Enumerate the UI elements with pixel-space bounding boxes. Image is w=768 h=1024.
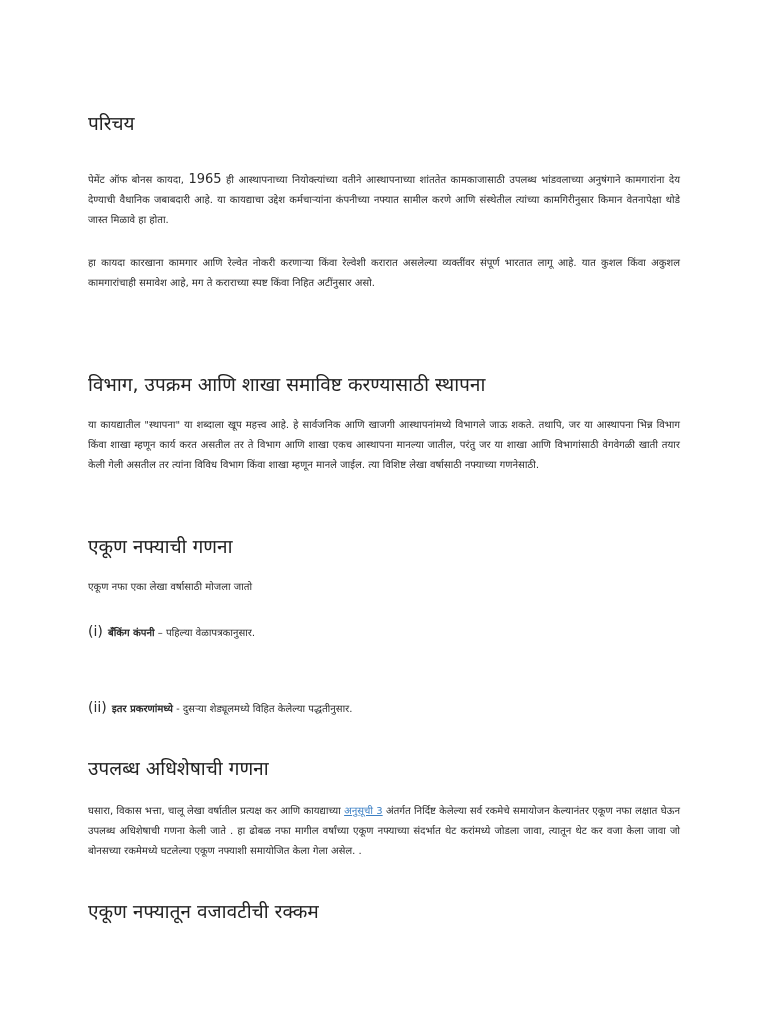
list-item-text: – पहिल्या वेळापत्रकानुसार. bbox=[154, 628, 256, 639]
surplus-paragraph bbox=[88, 802, 680, 862]
list-item-term: बँकिंग कंपनी bbox=[108, 628, 155, 639]
list-item-term: इतर प्रकरणांमध्ये bbox=[111, 704, 173, 715]
schedule-3-link[interactable]: अनुसूची 3 bbox=[344, 806, 383, 817]
intro-para1-year: 1965 bbox=[188, 172, 222, 187]
intro-paragraph-1 bbox=[88, 170, 680, 231]
surplus-para-prefix: घसारा, विकास भत्ता, चालू लेखा वर्षातील प्रत्यक्ष कर आणि कायद्याच्या bbox=[88, 806, 345, 817]
list-item-banking-company bbox=[88, 622, 255, 644]
heading-introduction: परिचय bbox=[88, 113, 135, 135]
list-item-other-cases bbox=[88, 698, 352, 720]
heading-available-surplus: उपलब्ध अधिशेषाची गणना bbox=[88, 758, 269, 780]
heading-deductions: एकूण नफ्यातून वजावटीची रक्कम bbox=[88, 901, 319, 923]
list-item-number: (ii) bbox=[88, 700, 107, 716]
heading-establishment: विभाग, उपक्रम आणि शाखा समाविष्ट करण्यासाठी स्थापना bbox=[88, 374, 486, 396]
surplus-para-rest: अंतर्गत निर्दिष्ट केलेल्या सर्व रकमेचे समायोजन केल्यानंतर एकूण नफा लक्षात घेऊन उपलब्ध अधिशेषाची गणना केली जाते . हा ढोबळ नफा मागील वर्षांच्या एकूण नफ्याच्या संदर्भात थेट करांमध्ये जोडला जावा, त्यातून थेट कर वजा केला जावा जो बोनसच्या रकमेमध्ये घटलेल्या एकूण नफ्याशी समायोजित केला गेला असेल. . bbox=[88, 806, 681, 857]
heading-gross-profit: एकूण नफ्याची गणना bbox=[88, 536, 233, 558]
intro-para1-rest: ही आस्थापनाच्या नियोक्त्यांच्या वतीने आस्थापनाच्या शांततेत कामकाजासाठी उपलब्ध भांडवलाच्या अनुषंगाने कामगारांना देय देण्याची वैधानिक जबाबदारी आहे. या कायद्याचा उद्देश कर्मचाऱ्यांना कंपनीच्या नफ्यात सामील करणे आणि संस्थेतील त्यांच्या कामगिरीनुसार किमान वेतनापेक्षा थोडे जास्त मिळावे हा होता. bbox=[88, 175, 681, 226]
intro-para1-prefix: पेमेंट ऑफ बोनस कायदा, bbox=[88, 175, 189, 186]
intro-paragraph-2: हा कायदा कारखाना कामगार आणि रेल्वेत नोकरी करणाऱ्या किंवा रेल्वेशी करारात असलेल्या व्यक्तींवर संपूर्ण भारतात लागू आहे. यात कुशल किंवा अकुशल कामगारांचाही समावेश आहे, मग ते कराराच्या स्पष्ट किंवा निहित अटींनुसार असो. bbox=[88, 258, 680, 289]
list-item-text: - दुसऱ्या शेड्यूलमध्ये विहित केलेल्या पद्धतीनुसार. bbox=[172, 704, 353, 715]
establishment-paragraph: या कायद्यातील "स्थापना" या शब्दाला खूप महत्त्व आहे. हे सार्वजनिक आणि खाजगी आस्थापनांमध्ये विभागले जाऊ शकते. तथापि, जर या आस्थापना भिन्न विभाग किंवा शाखा म्हणून कार्य करत असतील तर ते विभाग आणि शाखा एकच आस्थापना मानल्या जातील, परंतु जर या शाखा आणि विभागांसाठी वेगवेगळी खाती तयार केली गेली असतील तर त्यांना विविध विभाग किंवा शाखा म्हणून मानले जाईल. त्या विशिष्ट लेखा वर्षासाठी नफ्याच्या गणनेसाठी. bbox=[88, 420, 680, 471]
gross-profit-paragraph: एकूण नफा एका लेखा वर्षासाठी मोजला जातो bbox=[88, 582, 253, 593]
list-item-number: (i) bbox=[88, 624, 103, 640]
